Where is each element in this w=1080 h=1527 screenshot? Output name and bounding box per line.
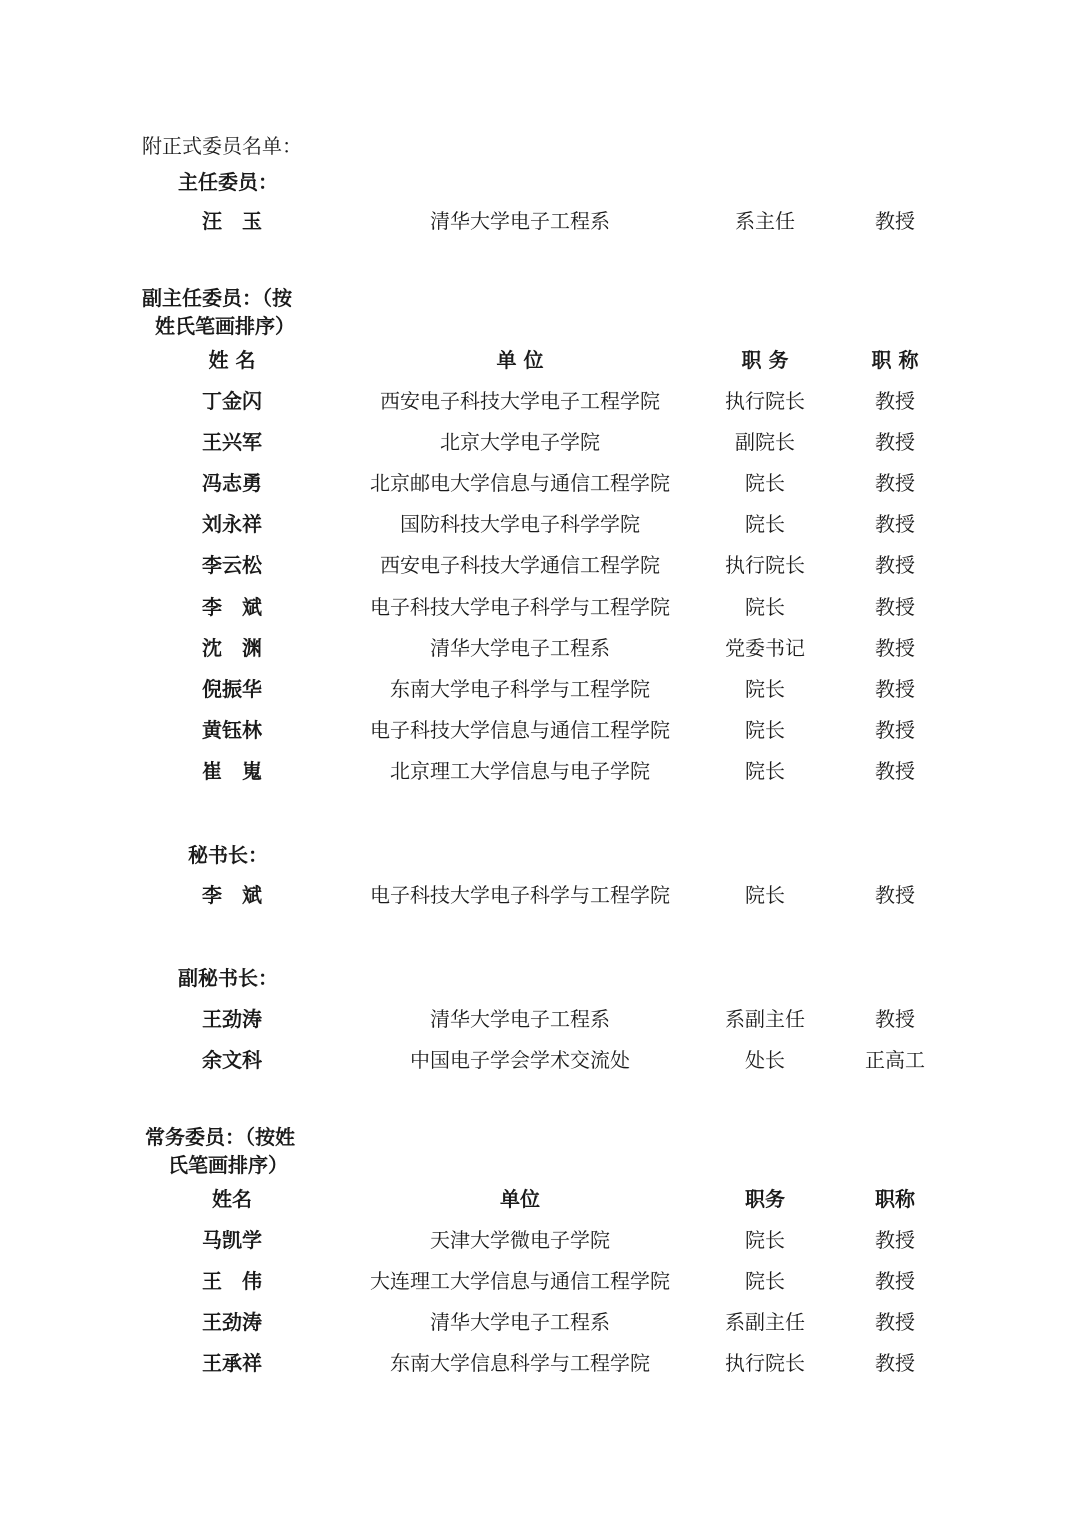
member-position: 系主任 (735, 209, 795, 233)
member-unit: 北京大学电子学院 (440, 430, 600, 454)
member-name: 冯志勇 (202, 471, 262, 495)
member-position: 执行院长 (725, 553, 805, 577)
member-unit: 清华大学电子工程系 (430, 209, 610, 233)
header-name: 姓名 (212, 1187, 252, 1211)
header-position: 职 务 (741, 348, 789, 372)
member-position: 党委书记 (725, 636, 805, 660)
member-unit: 东南大学信息科学与工程学院 (390, 1351, 650, 1375)
header-position: 职务 (745, 1187, 785, 1211)
member-name: 王 伟 (202, 1269, 262, 1293)
header-unit: 单 位 (496, 348, 544, 372)
member-position: 执行院长 (725, 1351, 805, 1375)
member-title: 教授 (875, 1228, 915, 1252)
header-name: 姓 名 (208, 348, 256, 372)
standing-member-label-cont: 氏笔画排序） (168, 1153, 288, 1177)
member-name: 刘永祥 (202, 512, 262, 536)
member-name: 李 斌 (202, 883, 262, 907)
member-position: 系副主任 (725, 1310, 805, 1334)
member-position: 院长 (745, 677, 785, 701)
member-unit: 清华大学电子工程系 (430, 1007, 610, 1031)
member-name: 崔 嵬 (202, 759, 262, 783)
header-title: 职称 (875, 1187, 915, 1211)
member-unit: 北京理工大学信息与电子学院 (390, 759, 650, 783)
intro-text: 附正式委员名单： (142, 134, 302, 158)
member-title: 正高工 (865, 1048, 925, 1072)
chair-label: 主任委员： (178, 170, 278, 194)
member-name: 马凯学 (202, 1228, 262, 1252)
member-title: 教授 (875, 512, 915, 536)
member-unit: 电子科技大学电子科学与工程学院 (370, 883, 670, 907)
member-title: 教授 (875, 718, 915, 742)
member-title: 教授 (875, 1007, 915, 1031)
member-unit: 清华大学电子工程系 (430, 1310, 610, 1334)
member-title: 教授 (875, 209, 915, 233)
vice-chair-label-cont: 姓氏笔画排序） (155, 314, 295, 338)
member-title: 教授 (875, 553, 915, 577)
member-position: 院长 (745, 759, 785, 783)
member-unit: 北京邮电大学信息与通信工程学院 (370, 471, 670, 495)
header-unit: 单位 (500, 1187, 540, 1211)
member-title: 教授 (875, 883, 915, 907)
member-name: 李 斌 (202, 595, 262, 619)
member-position: 副院长 (735, 430, 795, 454)
member-unit: 清华大学电子工程系 (430, 636, 610, 660)
member-unit: 西安电子科技大学通信工程学院 (380, 553, 660, 577)
member-position: 院长 (745, 512, 785, 536)
member-title: 教授 (875, 677, 915, 701)
member-unit: 电子科技大学电子科学与工程学院 (370, 595, 670, 619)
member-title: 教授 (875, 1269, 915, 1293)
member-position: 院长 (745, 595, 785, 619)
member-unit: 天津大学微电子学院 (430, 1228, 610, 1252)
member-name: 王承祥 (202, 1351, 262, 1375)
member-position: 处长 (745, 1048, 785, 1072)
member-name: 黄钰林 (202, 718, 262, 742)
member-position: 系副主任 (725, 1007, 805, 1031)
member-unit: 国防科技大学电子科学学院 (400, 512, 640, 536)
member-unit: 大连理工大学信息与通信工程学院 (370, 1269, 670, 1293)
member-name: 李云松 (202, 553, 262, 577)
member-name: 汪 玉 (202, 209, 262, 233)
member-unit: 中国电子学会学术交流处 (410, 1048, 630, 1072)
member-title: 教授 (875, 1310, 915, 1334)
member-unit: 电子科技大学信息与通信工程学院 (370, 718, 670, 742)
member-unit: 东南大学电子科学与工程学院 (390, 677, 650, 701)
member-title: 教授 (875, 595, 915, 619)
member-position: 院长 (745, 718, 785, 742)
member-title: 教授 (875, 430, 915, 454)
header-title: 职 称 (871, 348, 919, 372)
member-name: 王劲涛 (202, 1310, 262, 1334)
deputy-secretary-label: 副秘书长： (178, 966, 278, 990)
member-title: 教授 (875, 389, 915, 413)
vice-chair-label: 副主任委员：（按 (142, 286, 292, 310)
member-position: 院长 (745, 883, 785, 907)
member-position: 院长 (745, 471, 785, 495)
member-name: 丁金闪 (202, 389, 262, 413)
member-title: 教授 (875, 759, 915, 783)
member-title: 教授 (875, 1351, 915, 1375)
member-name: 王劲涛 (202, 1007, 262, 1031)
secretary-label: 秘书长： (188, 843, 268, 867)
member-name: 余文科 (202, 1048, 262, 1072)
member-name: 王兴军 (202, 430, 262, 454)
member-position: 院长 (745, 1269, 785, 1293)
member-name: 倪振华 (202, 677, 262, 701)
member-position: 院长 (745, 1228, 785, 1252)
member-name: 沈 渊 (202, 636, 262, 660)
member-title: 教授 (875, 636, 915, 660)
member-position: 执行院长 (725, 389, 805, 413)
standing-member-label: 常务委员：（按姓 (145, 1125, 295, 1149)
member-title: 教授 (875, 471, 915, 495)
member-unit: 西安电子科技大学电子工程学院 (380, 389, 660, 413)
